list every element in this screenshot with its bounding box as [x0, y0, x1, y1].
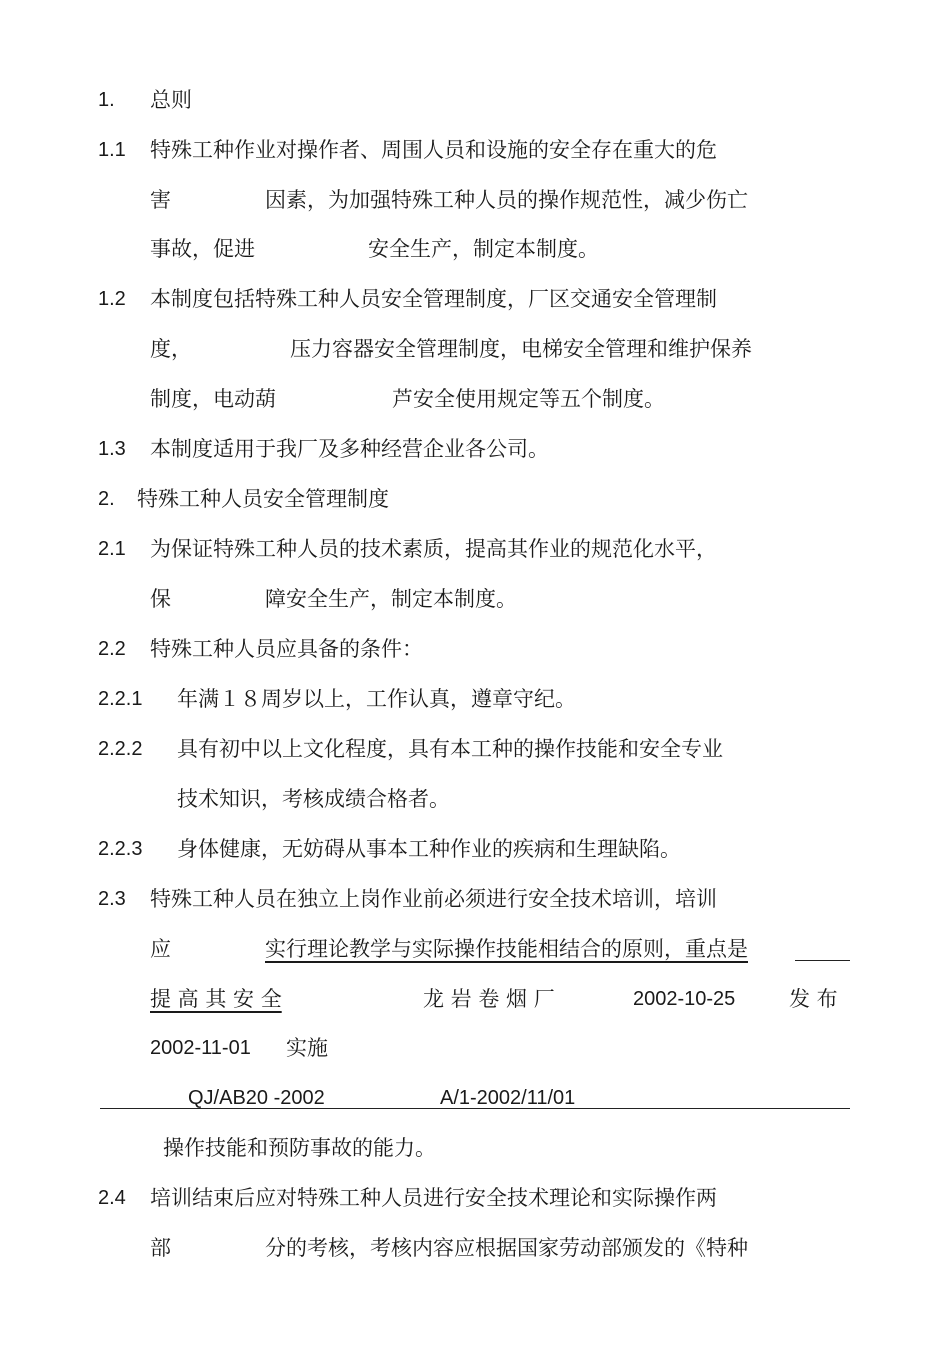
- clause-number: 2.2: [98, 638, 126, 660]
- issue-date: 2002-10-25: [633, 988, 736, 1010]
- section-number: 1.: [98, 89, 115, 111]
- clause-text: 特殊工种人员在独立上岗作业前必须进行安全技术培训，培训: [150, 887, 717, 911]
- clause-text: 应: [150, 937, 171, 961]
- clause-text: 保: [150, 587, 171, 611]
- clause-text: 芦安全使用规定等五个制度。: [392, 387, 665, 411]
- clause-text: 实行理论教学与实际操作技能相结合的原则，重点是: [265, 937, 748, 961]
- clause-text: 事故，促进: [150, 237, 255, 261]
- clause-text: 障安全生产，制定本制度。: [265, 587, 517, 611]
- clause-text: 本制度包括特殊工种人员安全管理制度，厂区交通安全管理制: [150, 287, 717, 311]
- clause-number: 1.2: [98, 288, 126, 310]
- subclause-text: 技术知识，考核成绩合格者。: [177, 787, 450, 811]
- subclause-text: 具有初中以上文化程度，具有本工种的操作技能和安全专业: [177, 737, 723, 761]
- subclause-number: 2.2.2: [98, 738, 143, 760]
- footer-divider: [100, 1108, 850, 1109]
- clause-number: 2.1: [98, 538, 126, 560]
- clause-text: 特殊工种作业对操作者、周围人员和设施的安全存在重大的危: [150, 138, 717, 162]
- clause-number: 1.3: [98, 438, 126, 460]
- effective-label: 实施: [286, 1036, 328, 1060]
- clause-text: 压力容器安全管理制度，电梯安全管理和维护保养: [290, 337, 752, 361]
- clause-text: 因素，为加强特殊工种人员的操作规范性，减少伤亡: [265, 188, 748, 212]
- clause-text: 提 高 其 安 全: [150, 987, 282, 1011]
- clause-text: 部: [150, 1236, 171, 1260]
- section-heading: 特殊工种人员安全管理制度: [137, 487, 389, 511]
- subclause-text: 身体健康，无妨碍从事本工种作业的疾病和生理缺陷。: [177, 837, 681, 861]
- clause-text: 害: [150, 188, 171, 212]
- clause-text: 制度，电动葫: [150, 387, 276, 411]
- issuer-name: 龙 岩 卷 烟 厂: [423, 987, 555, 1011]
- clause-number: 2.4: [98, 1187, 126, 1209]
- clause-text: 度，: [150, 337, 192, 361]
- subclause-text: 年满１８周岁以上，工作认真，遵章守纪。: [177, 687, 576, 711]
- effective-date: 2002-11-01: [150, 1037, 251, 1059]
- clause-text: 分的考核，考核内容应根据国家劳动部颁发的《特种: [265, 1236, 748, 1260]
- subclause-number: 2.2.1: [98, 688, 143, 710]
- revision-code: A/1-2002/11/01: [440, 1087, 576, 1109]
- subclause-number: 2.2.3: [98, 838, 143, 860]
- document-code: QJ/AB20 -2002: [188, 1087, 325, 1109]
- clause-text: 本制度适用于我厂及多种经营企业各公司。: [150, 437, 549, 461]
- clause-text: 为保证特殊工种人员的技术素质，提高其作业的规范化水平，: [150, 537, 717, 561]
- clause-text: 特殊工种人员应具备的条件：: [150, 637, 423, 661]
- issue-label: 发 布: [789, 987, 838, 1011]
- clause-text: 培训结束后应对特殊工种人员进行安全技术理论和实际操作两: [150, 1186, 717, 1210]
- underline-rule: [795, 960, 850, 961]
- clause-number: 2.3: [98, 888, 126, 910]
- section-number: 2.: [98, 488, 115, 510]
- clause-number: 1.1: [98, 139, 126, 161]
- clause-text: 操作技能和预防事故的能力。: [163, 1136, 436, 1160]
- section-heading: 总则: [150, 88, 192, 112]
- clause-text: 安全生产，制定本制度。: [368, 237, 599, 261]
